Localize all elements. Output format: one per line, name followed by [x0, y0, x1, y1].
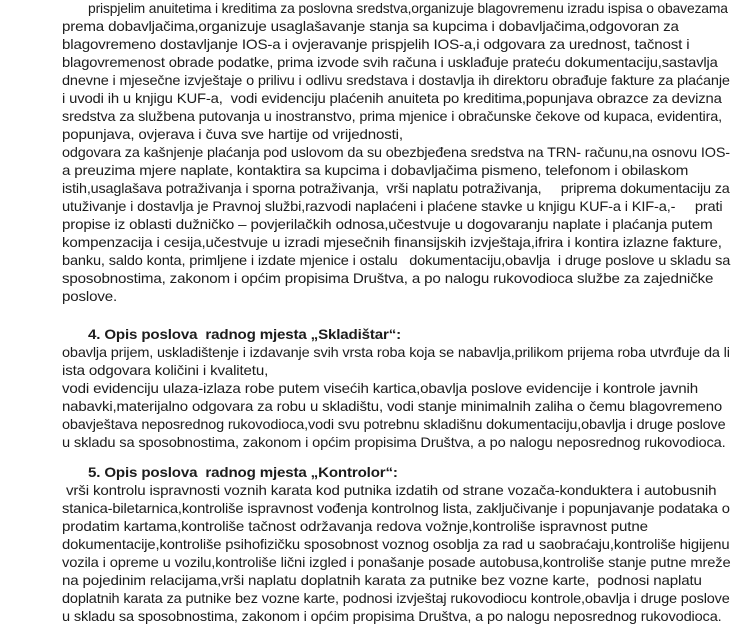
- text-line: istih,usaglašava potraživanja i sporna potraživanja, vrši naplatu potraživanja, priprema dokumentaciju za: [62, 180, 730, 196]
- text-line: banku, saldo konta, primljene i izdate mjenice i ostalu dokumentaciju,obavlja i druge poslove u skladu sa: [62, 252, 731, 268]
- text-line: blagovremeno dostavljanje IOS-a i ovjeravanje prispjelih IOS-a,i odgovara za urednost, tačnost i: [62, 36, 690, 52]
- text-line: popunjava, ovjerava i čuva sve hartije od vrijednosti,: [62, 126, 403, 142]
- text-line: stanica-biletarnica,kontroliše ispravnost vođenja kontrolnog lista, zaključivanje i popunjavanje podataka o: [62, 500, 730, 516]
- text-line: sposobnostima, zakonom i općim propisima Društva, a po nalogu rukovodioca službe za zajedničke: [62, 270, 714, 286]
- text-line: u skladu sa sposobnostima, zakonom i općim propisima Društva, a po nalogu neposrednog rukovodioca.: [62, 608, 722, 624]
- text-line: u skladu sa sposobnostima, zakonom i općim propisima Društva, a po nalogu neposrednog rukovodioca.: [62, 434, 726, 450]
- text-line: poslove.: [62, 288, 118, 304]
- text-line: ista odgovara količini i kvalitetu,: [62, 362, 269, 378]
- text-line: dnevne i mjesečne izvještaje o prilivu i odlivu sredstava i dostavlja ih direktoru obrađuje fakture za plaćanje: [62, 72, 730, 88]
- text-line: kompenzacija i cesija,učestvuje u izradi mjesečnih finansijskih izvještaja,ifrira i kontira izlazne fakture,: [62, 234, 722, 250]
- text-line: na pojedinim relacijama,vrši naplatu doplatnih karata za putnike bez vozne karte, podnosi naplatu: [62, 572, 702, 588]
- text-line: vrši kontrolu ispravnosti voznih karata kod putnika izdatih od strane vozača-konduktera i autobusnih: [62, 482, 717, 498]
- text-line: obavlja prijem, uskladištenje i izdavanje svih vrsta roba koja se nabavlja,prilikom prijema roba utvrđuje da li: [62, 344, 730, 360]
- text-line: vodi evidenciju ulaza-izlaza robe putem visećih kartica,obavlja poslove evidencije i kontrole javnih: [62, 380, 699, 396]
- text-line: prema dobavljačima,organizuje usaglašavanje stanja sa kupcima i dobavljačima,odgovoran za: [62, 18, 679, 34]
- text-line: obavještava neposrednog rukovodioca,vodi svu potrebnu skladišnu dokumentaciju,obavlja i druge poslove: [62, 416, 726, 432]
- text-line: blagovremenost obrade podatke, prima izvode svih računa i usklađuje prateću dokumentaciju,sastavlja: [62, 54, 718, 70]
- section-heading: 4. Opis poslova radnog mjesta „Skladištar“:: [88, 326, 402, 342]
- text-line: prodatim kartama,kontroliše tačnost održavanja redova vožnje,kontroliše ispravnost putne: [62, 518, 648, 534]
- text-line: i uvodi ih u knjigu KUF-a, vodi evidenciju plaćenih anuiteta po kreditima,popunjava obrazce za devizna: [62, 90, 722, 106]
- text-line: utuživanje i dostavlja je Pravnoj službi,razvodi naplaćeni i plaćene stavke u knjigu KUF-a i KIF-a,- prati: [62, 198, 723, 214]
- text-line: propise iz oblasti dužničko – povjerilačkih odnosa,učestvuje u dogovaranju naplate i plaćanja putem: [62, 216, 713, 232]
- text-line: sredstva za službena putovanja u inostranstvo, prima mjenice i obračunske čekove od kupaca, evidentira,: [62, 108, 723, 124]
- text-line: odgovara za kašnjenje plaćanja pod uslovom da su obezbjeđena sredstva na TRN- računu,na osnovu IOS-: [62, 144, 730, 160]
- section-heading: 5. Opis poslova radnog mjesta „Kontrolor“:: [88, 464, 398, 480]
- text-line: vozila i opreme u vozilu,kontroliše lični izgled i ponašanje posade autobusa,kontroliše stanje putne mreže: [62, 554, 731, 570]
- text-line: dokumentacije,kontroliše psihofizičku sposobnost voznog osoblja za rad u saobraćaju,kontroliše higijenu: [62, 536, 730, 552]
- text-line: doplatnih karata za putnike bez vozne karte, podnosi izvještaj rukovodiocu kontrole,obavlja i druge poslove: [62, 590, 730, 606]
- text-line: prispjelim anuitetima i kreditima za poslovna sredstva,organizuje blagovremenu izradu ispisa o obavezama: [88, 0, 728, 16]
- text-line: a preuzima mjere naplate, kontaktira sa kupcima i dobavljačima pismeno, telefonom i obilaskom: [62, 162, 689, 178]
- text-line: nabavki,materijalno odgovara za robu u skladištu, vodi stanje minimalnih zaliha o čemu blagovremeno: [62, 398, 723, 414]
